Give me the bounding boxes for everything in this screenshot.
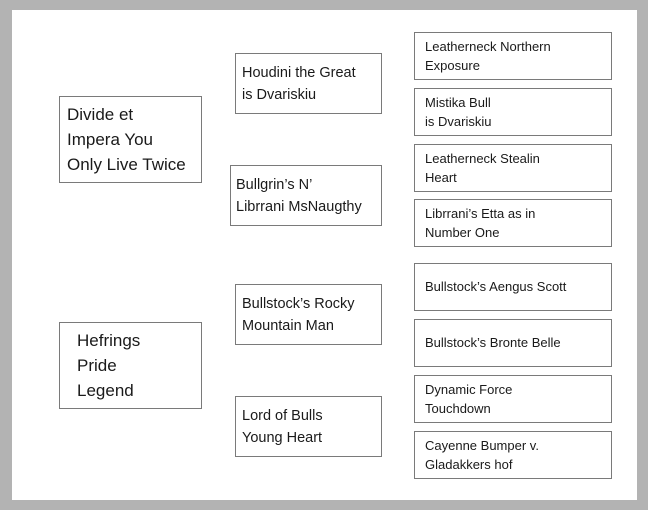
sire-sire-dam-box: Mistika Bull is Dvariskiu (414, 88, 612, 136)
dam-dam-dam-box: Cayenne Bumper v. Gladakkers hof (414, 431, 612, 479)
sire-sire-box: Houdini the Great is Dvariskiu (235, 53, 382, 114)
dam-box: Hefrings Pride Legend (59, 322, 202, 409)
dam-dam-box: Lord of Bulls Young Heart (235, 396, 382, 457)
dam-sire-dam-box: Bullstock’s Bronte Belle (414, 319, 612, 367)
dam-sire-sire-box: Bullstock’s Aengus Scott (414, 263, 612, 311)
sire-dam-box: Bullgrin’s N’ Librrani MsNaugthy (230, 165, 382, 226)
sire-dam-sire-box: Leatherneck Stealin Heart (414, 144, 612, 192)
sire-dam-dam-box: Librrani’s Etta as in Number One (414, 199, 612, 247)
sire-box: Divide et Impera You Only Live Twice (59, 96, 202, 183)
dam-dam-sire-box: Dynamic Force Touchdown (414, 375, 612, 423)
pedigree-sheet (12, 10, 637, 500)
dam-sire-box: Bullstock’s Rocky Mountain Man (235, 284, 382, 345)
sire-sire-sire-box: Leatherneck Northern Exposure (414, 32, 612, 80)
